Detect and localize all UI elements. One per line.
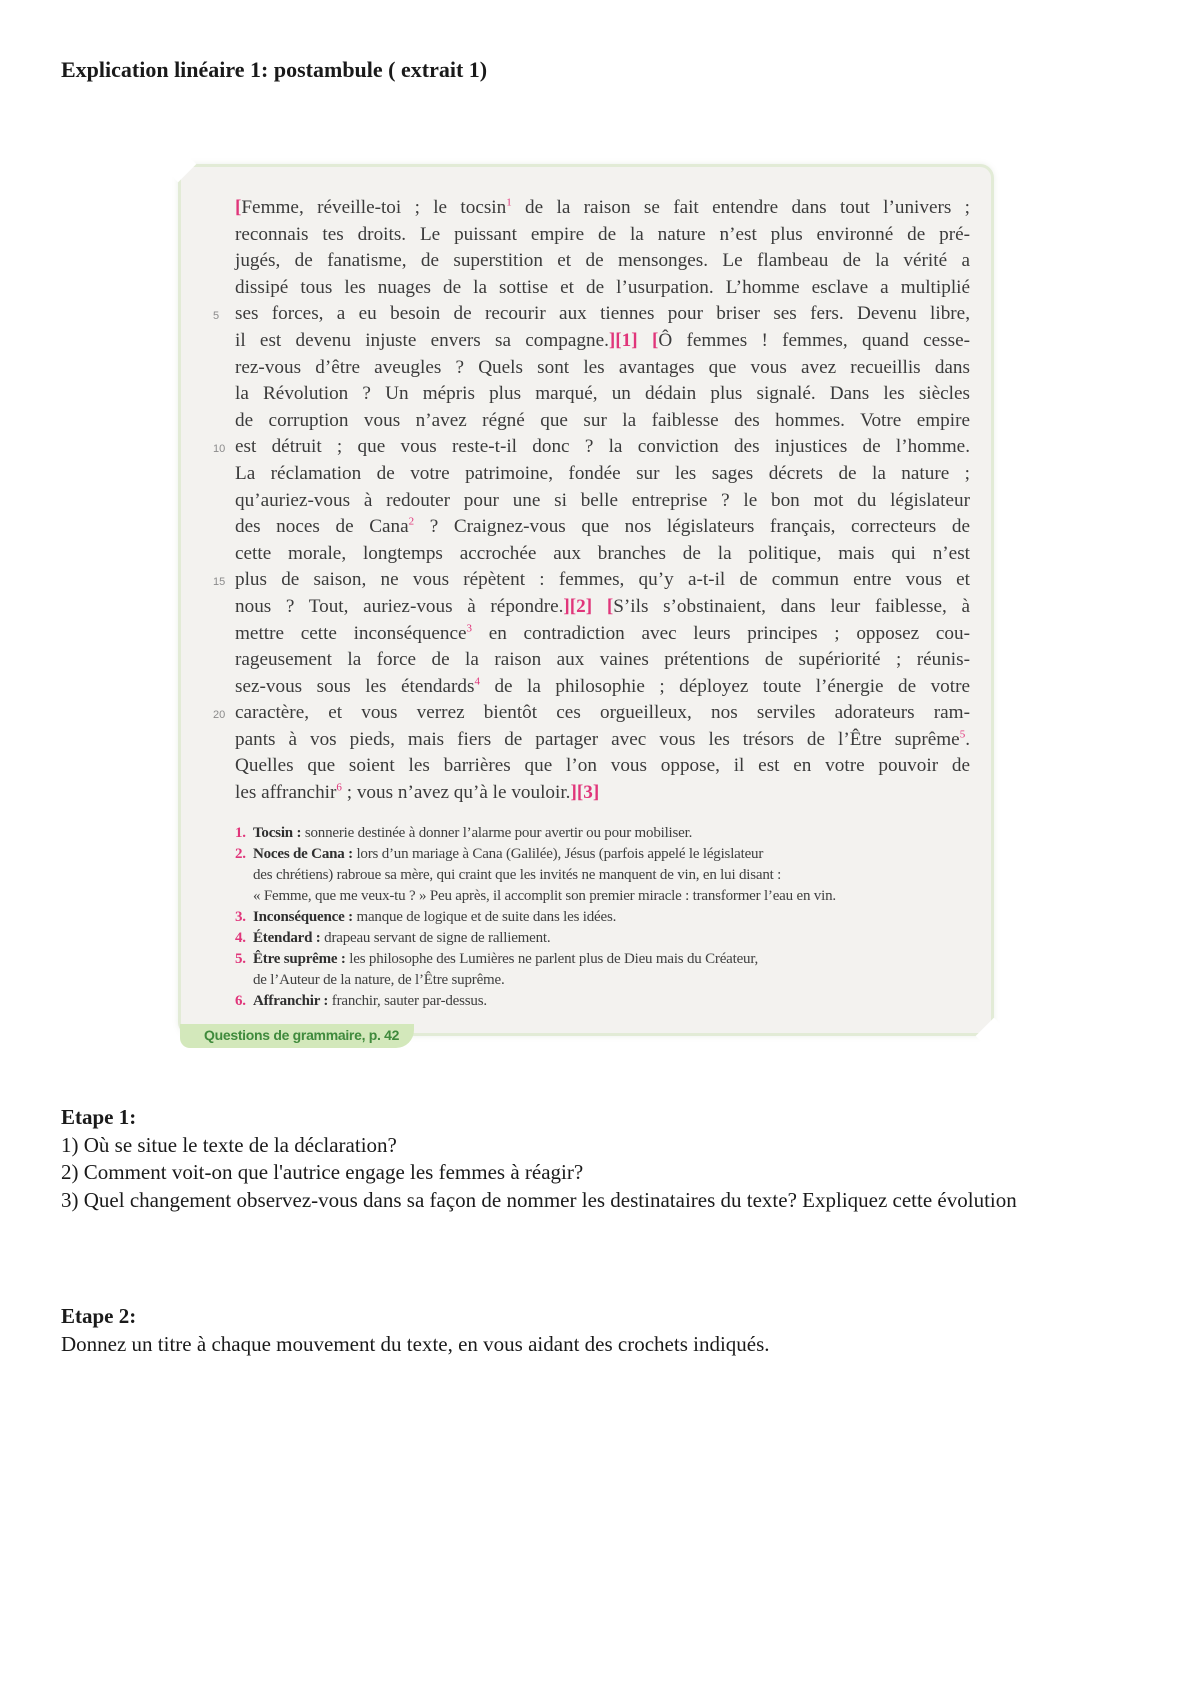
excerpt-line: 5 ses forces, a eu besoin de recourir aux tiennes pour briser ses fers. Devenu libre, <box>235 301 970 328</box>
footnote-item: 2. Noces de Cana : lors d’un mariage à Cana (Galilée), Jésus (parfois appelé le législateur <box>235 844 970 865</box>
etape-1-heading: Etape 1: <box>61 1105 137 1129</box>
excerpt-line: La réclamation de votre patrimoine, fondée sur les sages décrets de la nature ; <box>235 462 970 484</box>
footnote-item: « Femme, que me veux-tu ? » Peu après, il accomplit son premier miracle : transformer l’eau en vin. <box>253 888 836 904</box>
footnote-number: 4. <box>235 930 246 946</box>
question-2: 2) Comment voit-on que l'autrice engage les femmes à réagir? <box>61 1160 584 1184</box>
card-corner-cut <box>976 1018 1013 1055</box>
footnote-number: 2. <box>235 846 246 862</box>
footnotes-list <box>235 823 970 1012</box>
card-corner-cut <box>160 146 197 183</box>
excerpt-line: sez-vous sous les étendards$^4$ de la philosophie ; déployez toute l’énergie de votre <box>235 675 971 697</box>
excerpt-line: rez-vous d’être aveugles ? Quels sont les avantages que vous avez recueillis dans <box>235 356 970 378</box>
document-title: Explication linéaire 1: postambule ( extrait 1) <box>61 57 488 82</box>
excerpt-line: jugés, de fanatisme, de superstition et de mensonges. Le flambeau de la vérité a <box>235 250 970 272</box>
excerpt-line: nous ? Tout, auriez-vous à répondre.][2] [S’ils s’obstinaient, dans leur faiblesse, à <box>235 595 970 617</box>
etape-1-section <box>61 1104 1146 1214</box>
etape-2-section <box>61 1303 1146 1358</box>
footnote-item: 5. Être suprême : les philosophe des Lumières ne parlent plus de Dieu mais du Créateur, <box>235 949 970 970</box>
excerpt-line: mettre cette inconséquence$^3$ en contradiction avec leurs principes ; opposez cou- <box>235 622 970 644</box>
footnote-item: 4. Étendard : drapeau servant de signe de ralliement. <box>235 928 970 949</box>
excerpt-line: 15 plus de saison, ne vous répètent : femmes, qu’y a-t-il de commun entre vous et <box>235 567 970 594</box>
excerpt-line: cette morale, longtemps accrochée aux branches de la politique, mais qui n’est <box>235 542 970 564</box>
line-number: 5 <box>213 310 220 323</box>
excerpt-line: rageusement la force de la raison aux vaines prétentions de supériorité ; réunis- <box>235 649 970 671</box>
footnote-number: 5. <box>235 951 246 967</box>
question-3: 3) Quel changement observez-vous dans sa façon de nommer les destinataires du texte? Expliquez cette évolution <box>61 1187 1017 1212</box>
footnote-item: 3. Inconséquence : manque de logique et de suite dans les idées. <box>235 907 970 928</box>
excerpt-line: des noces de Cana$^2$ ? Craignez-vous que nos législateurs français, correcteurs de <box>235 515 970 538</box>
footnote-item: de l’Auteur de la nature, de l’Être suprême. <box>253 972 505 988</box>
footnote-number: 6. <box>235 993 246 1009</box>
etape-2-instruction: Donnez un titre à chaque mouvement du texte, en vous aidant des crochets indiqués. <box>61 1331 770 1356</box>
excerpt-line: la Révolution ? Un mépris plus marqué, un dédain plus signalé. Dans les siècles <box>235 383 970 405</box>
line-number: 20 <box>213 709 226 722</box>
footnote-number: 3. <box>235 909 246 925</box>
excerpt-line: il est devenu injuste envers sa compagne.][1] [Ô femmes ! femmes, quand cesse- <box>235 329 970 351</box>
excerpt-passage <box>213 195 971 807</box>
footnote-item: 6. Affranchir : franchir, sauter par-dessus. <box>235 991 970 1012</box>
textbook-excerpt-image <box>178 164 994 1044</box>
excerpt-line: dissipé tous les nuages de la sottise et de l’usurpation. L’homme esclave a multiplié <box>235 276 970 298</box>
excerpt-line: 10 est détruit ; que vous reste-t-il donc ? la conviction des injustices de l’homme. <box>235 434 970 461</box>
excerpt-line: 20 caractère, et vous verrez bientôt ces orgueilleux, nos serviles adorateurs ram- <box>235 700 970 727</box>
excerpt-line: reconnais tes droits. Le puissant empire de la nature n’est plus environné de pré- <box>235 223 970 245</box>
etape-2-heading: Etape 2: <box>61 1304 137 1328</box>
excerpt-line: [Femme, réveille-toi ; le tocsin$^1$ de la raison se fait entendre dans tout l’univers ; <box>235 196 971 218</box>
excerpt-line: pants à vos pieds, mais fiers de partager avec vous les trésors de l’Être suprême$^5$. <box>235 728 970 750</box>
question-1: 1) Où se situe le texte de la déclaration? <box>61 1132 397 1157</box>
line-number: 15 <box>213 576 226 589</box>
grammar-questions-label: Questions de grammaire, p. 42 <box>204 1027 400 1043</box>
excerpt-line: qu’auriez-vous à redouter pour une si belle entreprise ? le bon mot du législateur <box>235 489 970 511</box>
excerpt-line: les affranchir$^6$ ; vous n’avez qu’à le vouloir.][3] <box>235 781 600 804</box>
grammar-questions-tab <box>180 1024 414 1048</box>
excerpt-card <box>178 164 994 1036</box>
excerpt-line: Quelles que soient les barrières que l’on vous oppose, il est en votre pouvoir de <box>235 755 970 777</box>
footnote-item: 1. Tocsin : sonnerie destinée à donner l’alarme pour avertir ou pour mobiliser. <box>235 823 970 844</box>
footnote-item: des chrétiens) rabroue sa mère, qui craint que les invités ne manquent de vin, en lui disant : <box>253 867 782 883</box>
line-number: 10 <box>213 443 226 456</box>
excerpt-line: de corruption vous n’avez régné que sur la faiblesse des hommes. Votre empire <box>235 409 970 431</box>
footnote-number: 1. <box>235 825 246 841</box>
